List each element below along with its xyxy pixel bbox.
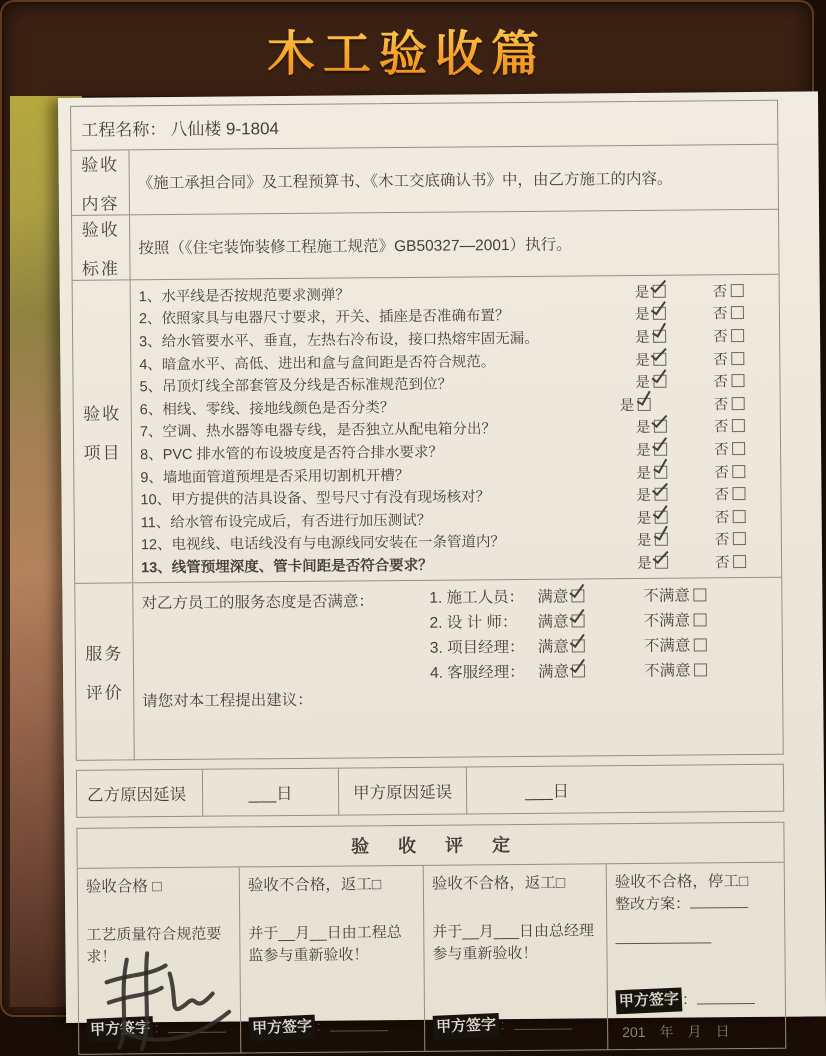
staff-row: 2. 设 计 师： 满意 不满意 <box>429 607 706 634</box>
staff-ratings <box>429 582 706 684</box>
no-checkbox <box>730 284 743 297</box>
yes-checkbox <box>655 556 668 569</box>
no-checkbox <box>731 329 744 342</box>
party-a-sign-row: 甲方签字 ： <box>433 1014 572 1039</box>
yes-checkbox <box>653 352 666 365</box>
correction-plan-blank <box>615 931 711 944</box>
eval-column-rework-director: 验收不合格，返工□ 并于__月__日由工程总监参与重新验收！ 甲方签字 ： <box>240 866 426 1053</box>
unsatisfied-checkbox <box>693 613 706 626</box>
satisfied-checkbox <box>572 614 585 627</box>
checklist-item: 4、暗盒水平、高低、进出和盒与盒间距是否符合规范。 是 否 <box>139 347 773 375</box>
eval-column-stop: 验收不合格，停工□ 整改方案： 甲方签字 ： 201 年 月 日 <box>607 862 786 1049</box>
no-checkbox <box>732 487 745 500</box>
photo-area <box>10 96 804 1041</box>
service-label: 服务 评价 <box>75 583 135 759</box>
delay-table <box>76 763 784 817</box>
yes-checkbox <box>654 510 667 523</box>
acceptance-content-row <box>71 145 778 216</box>
no-checkbox <box>732 510 745 523</box>
handwritten-signature <box>94 942 241 1055</box>
evaluation-table <box>76 821 786 1054</box>
unsatisfied-checkbox <box>693 638 706 651</box>
yes-checkbox <box>654 488 667 501</box>
party-a-sign-row: 甲方签字 ： <box>249 1015 388 1040</box>
project-name-label: 工程名称： <box>81 120 167 140</box>
evaluation-title: 验 收 评 定 <box>77 822 783 868</box>
unsatisfied-checkbox <box>693 588 706 601</box>
satisfied-checkbox <box>571 589 584 602</box>
yes-checkbox <box>653 375 666 388</box>
staff-row: 4. 客服经理： 满意 不满意 <box>430 657 707 684</box>
checklist-item: 13、线管预埋深度、管卡间距是否符合要求？ 是 否 <box>141 550 775 578</box>
main-form-table <box>70 100 784 761</box>
acceptance-standard-row <box>72 210 779 281</box>
no-checkbox <box>732 442 745 455</box>
checklist-item: 1、水平线是否按规范要求测弹？ 是 否 <box>139 279 773 307</box>
satisfied-checkbox <box>572 664 585 677</box>
form-paper <box>58 91 826 1041</box>
yes-checkbox <box>637 398 650 411</box>
no-checkbox <box>733 555 746 568</box>
party-a-sign-label: 甲方签字 <box>249 1015 316 1042</box>
checklist-item: 7、空调、热水器等电器专线，是否独立从配电箱分出？ 是 否 <box>140 414 774 442</box>
checklist-items <box>131 275 782 582</box>
service-question: 对乙方员工的服务态度是否满意： <box>141 592 374 613</box>
acceptance-standard-label: 验收 标准 <box>72 215 131 280</box>
sign-blank <box>697 992 755 1005</box>
no-checkbox <box>732 465 745 478</box>
party-a-sign-label: 甲方签字 <box>433 1013 500 1040</box>
acceptance-content-label: 验收 内容 <box>71 150 130 215</box>
delay-party-b-label: 乙方原因延误 <box>77 769 203 816</box>
party-a-sign-label: 甲方签字 <box>87 1016 154 1043</box>
no-checkbox <box>731 419 744 432</box>
satisfied-checkbox <box>572 639 585 652</box>
checklist-item: 9、墙地面管道预埋是否采用切割机开槽？ 是 否 <box>140 460 774 488</box>
delay-party-a-label: 甲方原因延误 <box>339 767 467 814</box>
staff-name: 1. 施工人员： <box>429 589 525 607</box>
eval-column-pass: 验收合格 □ 工艺质量符合规范要求！ 甲方签字 ： <box>78 867 242 1053</box>
check-tick-icon <box>570 656 585 673</box>
checklist-section <box>73 275 782 584</box>
no-checkbox <box>731 374 744 387</box>
suggestion-label: 请您对本工程提出建议： <box>142 691 313 711</box>
yes-checkbox <box>654 443 667 456</box>
checklist-label: 验收 项目 <box>73 280 134 582</box>
acceptance-standard-text: 按照（《住宅装饰装修工程施工规范》GB50327—2001）执行。 <box>138 236 572 258</box>
correction-plan-blank <box>690 896 748 909</box>
no-checkbox <box>732 532 745 545</box>
yes-checkbox <box>654 533 667 546</box>
eval-column-rework-manager: 验收不合格，返工□ 并于__月___日由总经理参与重新验收！ 甲方签字 ： <box>424 864 609 1051</box>
check-tick-icon <box>570 606 585 623</box>
checklist-item: 11、给水管布设完成后，有否进行加压测试？ 是 否 <box>141 505 775 533</box>
sign-blank <box>514 1018 572 1031</box>
delay-party-b-days: ___日 <box>203 768 339 815</box>
no-checkbox <box>730 306 743 319</box>
yes-checkbox <box>654 465 667 478</box>
checklist-item: 5、吊顶灯线全部套管及分线是否标准规范到位？ 是 否 <box>139 369 773 397</box>
date-line: 201 年 月 日 <box>622 1023 730 1041</box>
acceptance-content-text: 《施工承担合同》及工程预算书、《木工交底确认书》中，由乙方施工的内容。 <box>137 170 673 193</box>
project-name-row <box>71 101 777 151</box>
staff-row: 1. 施工人员： 满意 不满意 <box>429 582 706 609</box>
staff-name: 4. 客服经理： <box>429 664 525 682</box>
no-checkbox <box>731 352 744 365</box>
yes-checkbox <box>652 285 665 298</box>
delay-party-a-days: ___日 <box>524 782 570 801</box>
yes-checkbox <box>653 420 666 433</box>
checklist-item: 10、甲方提供的洁具设备、型号尺寸有没有现场核对？ 是 否 <box>140 482 774 510</box>
service-section <box>75 577 783 759</box>
staff-row: 3. 项目经理： 满意 不满意 <box>430 632 707 659</box>
check-tick-icon <box>650 276 666 293</box>
sign-blank <box>330 1019 388 1032</box>
check-tick-icon <box>570 631 585 648</box>
checklist-item: 12、电视线、电话线没有与电源线同安装在一条管道内？ 是 否 <box>141 527 775 555</box>
yes-checkbox <box>653 330 666 343</box>
no-checkbox <box>731 397 744 410</box>
checklist-item: 2、依照家具与电器尺寸要求，开关、插座是否准确布置？ 是 否 <box>139 301 773 329</box>
project-name-value: 八仙楼 9-1804 <box>170 119 280 140</box>
page-title: 木工验收篇 <box>267 15 547 84</box>
checklist-item: 8、PVC 排水管的布设坡度是否符合排水要求？ 是 否 <box>140 437 774 465</box>
service-content <box>133 577 783 759</box>
correction-plan-label: 整改方案： <box>614 895 691 914</box>
party-a-sign-row: 甲方签字 ： <box>616 988 755 1013</box>
staff-name: 2. 设 计 师： <box>429 614 518 632</box>
checklist-item: 3、给水管要水平、垂直，左热右冷布设，接口热熔牢固无漏。 是 否 <box>139 324 773 352</box>
unsatisfied-checkbox <box>693 663 706 676</box>
checklist-item: 6、相线、零线、接地线颜色是否分类？ 是 否 <box>140 392 774 420</box>
party-a-sign-label: 甲方签字 <box>615 987 682 1014</box>
yes-checkbox <box>652 307 665 320</box>
staff-name: 3. 项目经理： <box>429 639 525 657</box>
check-tick-icon <box>569 581 584 598</box>
party-a-sign-row: 甲方签字 ： <box>87 1017 226 1042</box>
title-bar <box>2 2 812 96</box>
